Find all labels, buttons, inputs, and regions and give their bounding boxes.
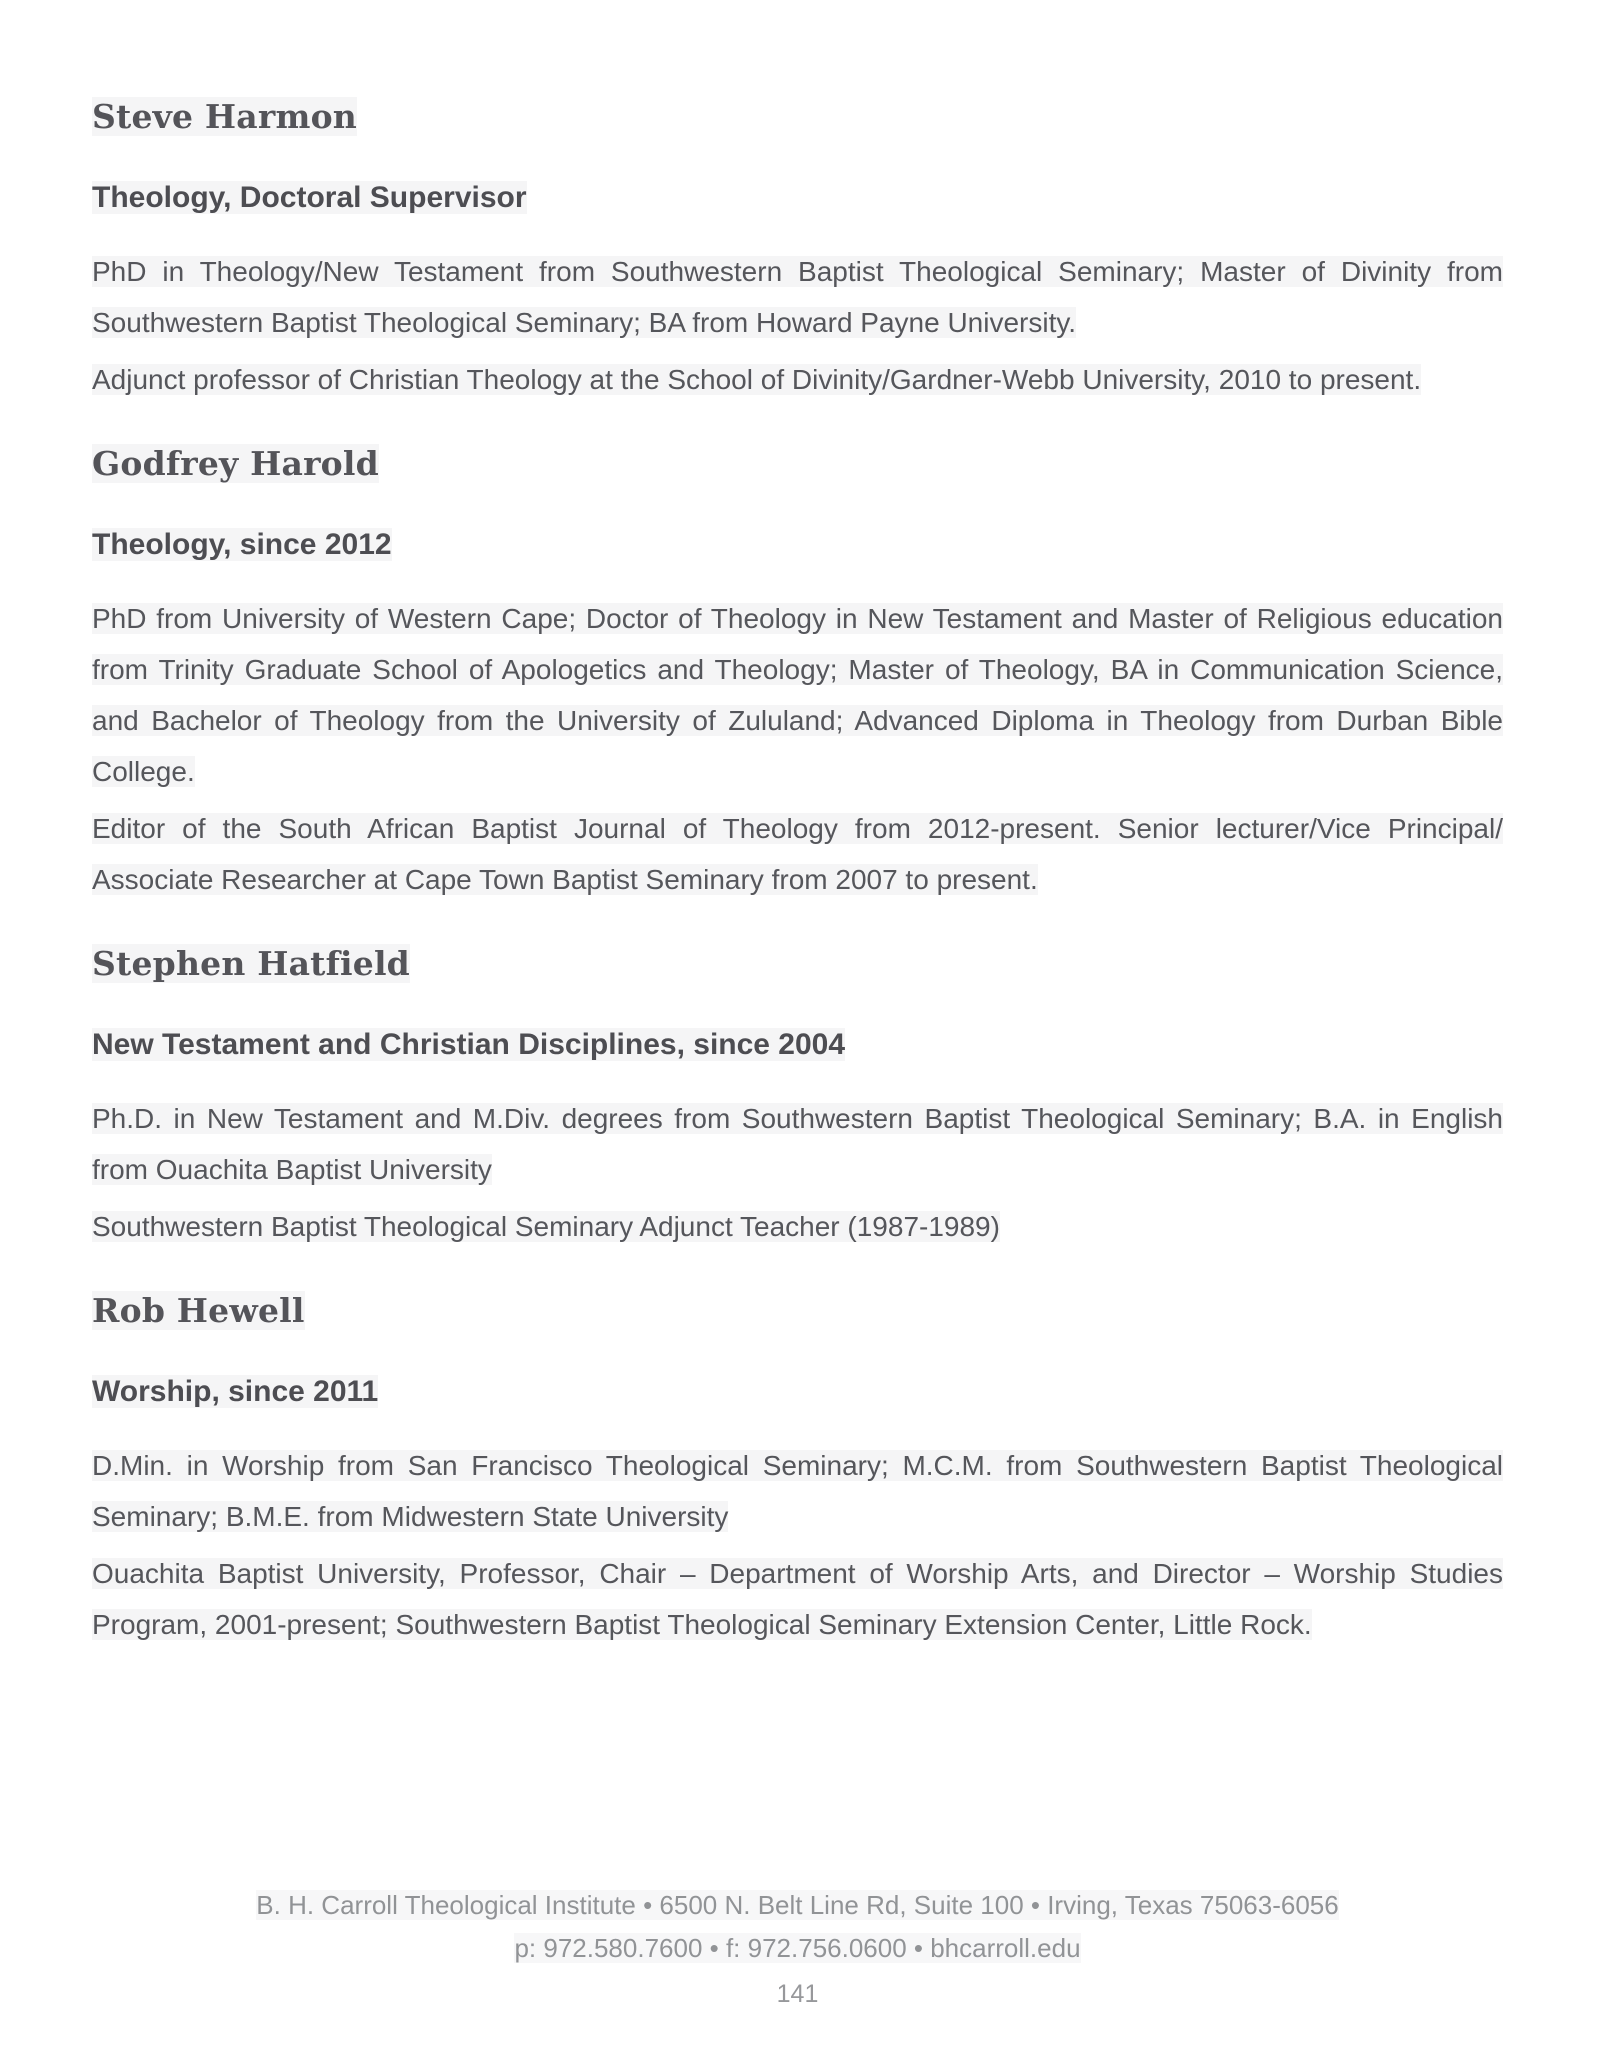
faculty-name: Godfrey Harold bbox=[92, 444, 379, 483]
page-content bbox=[92, 96, 1503, 1656]
faculty-credentials: PhD in Theology/New Testament from Southwestern Baptist Theological Seminary; Master of Divinity from Southwestern Baptist Theological Seminary; BA from Howard Payne University. bbox=[92, 256, 1503, 338]
faculty-name: Rob Hewell bbox=[92, 1291, 305, 1330]
footer-contact: p: 972.580.7600 • f: 972.756.0600 • bhcarroll.edu bbox=[514, 1933, 1081, 1963]
faculty-role: New Testament and Christian Disciplines, since 2004 bbox=[92, 1028, 846, 1061]
faculty-experience: Southwestern Baptist Theological Seminary Adjunct Teacher (1987-1989) bbox=[92, 1211, 1000, 1242]
faculty-experience: Editor of the South African Baptist Journal of Theology from 2012-present. Senior lecturer/Vice Principal/ Associate Researcher at Cape Town Baptist Seminary from 2007 to present. bbox=[92, 813, 1503, 895]
faculty-role: Theology, since 2012 bbox=[92, 528, 392, 561]
page-number: 141 bbox=[776, 1980, 819, 2008]
faculty-name: Stephen Hatfield bbox=[92, 944, 410, 983]
faculty-role: Theology, Doctoral Supervisor bbox=[92, 181, 527, 214]
faculty-entry-rob-hewell bbox=[92, 1290, 1503, 1650]
faculty-name: Steve Harmon bbox=[92, 97, 357, 136]
faculty-credentials: Ph.D. in New Testament and M.Div. degrees from Southwestern Baptist Theological Seminary; B.A. in English from Ouachita Baptist University bbox=[92, 1103, 1503, 1185]
faculty-experience: Adjunct professor of Christian Theology at the School of Divinity/Gardner-Webb University, 2010 to present. bbox=[92, 364, 1422, 395]
footer-address: B. H. Carroll Theological Institute • 6500 N. Belt Line Rd, Suite 100 • Irving, Texas 75063-6056 bbox=[256, 1890, 1339, 1920]
faculty-entry-steve-harmon bbox=[92, 96, 1503, 405]
faculty-credentials: D.Min. in Worship from San Francisco Theological Seminary; M.C.M. from Southwestern Baptist Theological Seminary; B.M.E. from Midwestern State University bbox=[92, 1450, 1503, 1532]
faculty-experience: Ouachita Baptist University, Professor, Chair – Department of Worship Arts, and Director – Worship Studies Program, 2001-present; Southwestern Baptist Theological Seminary Extension Center, Little Rock. bbox=[92, 1558, 1503, 1640]
faculty-credentials: PhD from University of Western Cape; Doctor of Theology in New Testament and Master of Religious education from Trinity Graduate School of Apologetics and Theology; Master of Theology, BA in Communication Science, and Bachelor of Theology from the University of Zululand; Advanced Diploma in Theology from Durban Bible College. bbox=[92, 603, 1503, 787]
faculty-role: Worship, since 2011 bbox=[92, 1375, 379, 1408]
faculty-entry-godfrey-harold bbox=[92, 443, 1503, 905]
page-footer bbox=[92, 1884, 1503, 2016]
faculty-entry-stephen-hatfield bbox=[92, 943, 1503, 1252]
